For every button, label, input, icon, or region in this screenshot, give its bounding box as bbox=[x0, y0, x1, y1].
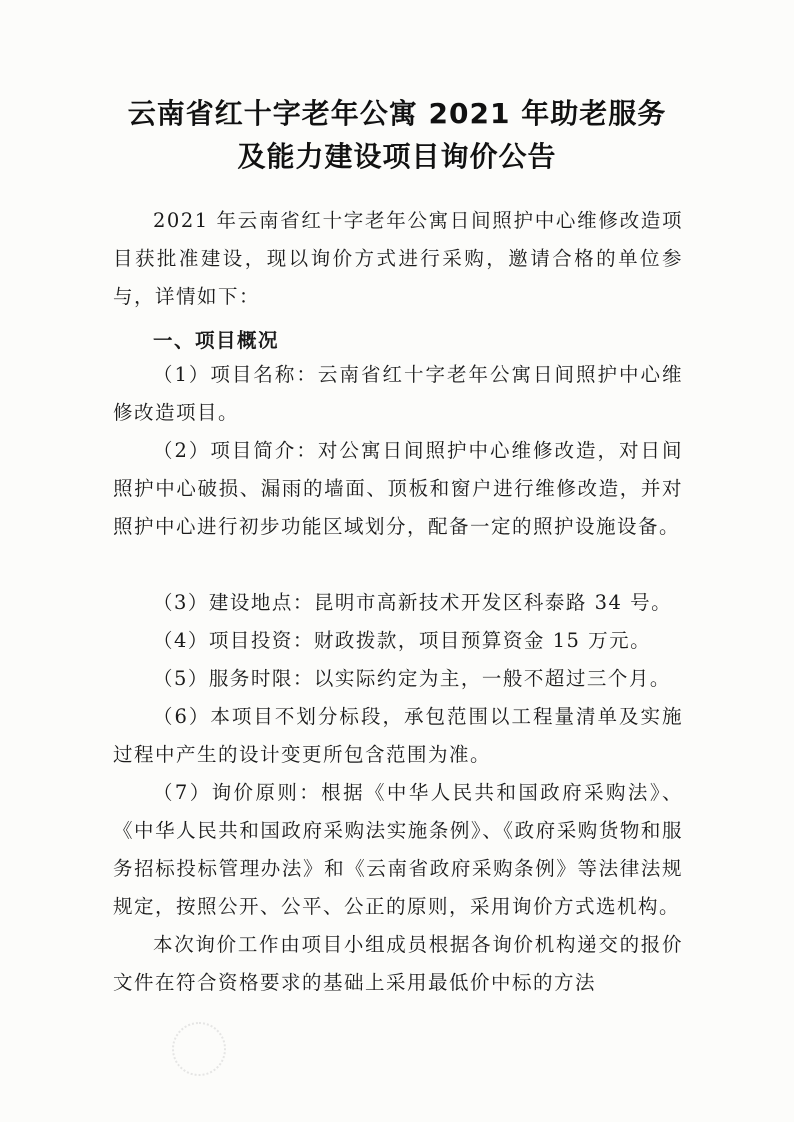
document-title-line2: 及能力建设项目询价公告 bbox=[237, 140, 557, 173]
item-paragraph: （5）服务时限：以实际约定为主，一般不超过三个月。 bbox=[153, 667, 671, 690]
item-paragraph: （3）建设地点：昆明市高新技术开发区科泰路 34 号。 bbox=[153, 591, 673, 614]
closing-paragraph: 本次询价工作由项目小组成员根据各询价机构递交的报价文件在符合资格要求的基础上采用最低价中标的方法 bbox=[113, 933, 683, 994]
scan-smudge bbox=[172, 1022, 226, 1076]
item-paragraph: （2）项目简介：对公寓日间照护中心维修改造，对日间照护中心破损、漏雨的墙面、顶板和窗户进行维修改造，并对照护中心进行初步功能区域划分，配备一定的照护设施设备。 bbox=[113, 439, 683, 538]
document-title-line1: 云南省红十字老年公寓 2021 年助老服务 bbox=[127, 97, 667, 130]
item-paragraph: （1）项目名称：云南省红十字老年公寓日间照护中心维修改造项目。 bbox=[113, 363, 683, 424]
item-paragraph: （7）询价原则：根据《中华人民共和国政府采购法》、《中华人民共和国政府采购法实施条例》、《政府采购货物和服务招标投标管理办法》和《云南省政府采购条例》等法律法规规定，按照公开、公平、公正的原则，采用询价方式选机构。 bbox=[113, 781, 683, 918]
item-paragraph: （4）项目投资：财政拨款，项目预算资金 15 万元。 bbox=[153, 629, 652, 652]
item-paragraph: （6）本项目不划分标段，承包范围以工程量清单及实施过程中产生的设计变更所包含范围为准。 bbox=[113, 705, 683, 766]
section-heading: 一、项目概况 bbox=[153, 329, 280, 352]
intro-paragraph: 2021 年云南省红十字老年公寓日间照护中心维修改造项目获批准建设，现以询价方式进行采购，邀请合格的单位参与，详情如下： bbox=[113, 209, 683, 308]
